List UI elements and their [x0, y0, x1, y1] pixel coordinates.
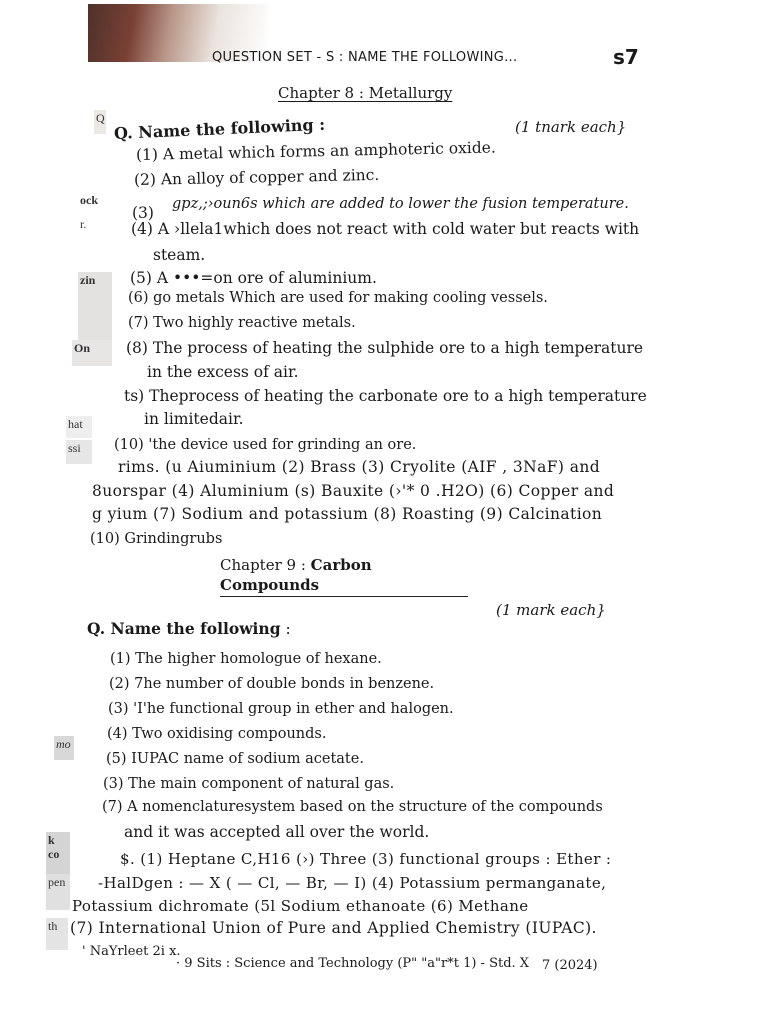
ch9-answers-line-1: $. (1) Heptane C,H16 (›) Three (3) functional groups : Ether : — [120, 850, 612, 868]
margin-scrap: pen — [46, 874, 70, 910]
margin-scrap: zin — [78, 272, 112, 342]
ch9-answers-line-2: -HalDgen : — X ( — Cl, — Br, — I) (4) Potassium permanganate, — [98, 874, 607, 892]
ch8-item-10: (10) 'the device used for grinding an ore. — [114, 437, 417, 453]
chapter-8-title: Chapter 8 : Metallurgy — [278, 84, 453, 102]
ch8-item-5: (5) A •••=on ore of aluminium. — [130, 269, 377, 287]
chapter-9-title-prefix: Chapter 9 : — [220, 556, 311, 574]
ch8-answers-line-4: (10) Grindingrubs — [90, 531, 223, 547]
margin-scrap: ssi — [66, 440, 92, 464]
ch8-answers-line-1: rims. (u Aiuminium (2) Brass (3) Cryolite (AIF , 3NaF) and — [118, 458, 601, 476]
footer-middle: · 9 Sits : Science and Technology (P" "a"r*t 1) - Std. X — [176, 956, 530, 971]
page-number: s7 — [613, 45, 639, 69]
ch8-item-8: (8) The process of heating the sulphide ore to a high temperature — [126, 339, 644, 357]
ch8-item-4: (4) A ›llela1which does not react with cold water but reacts with — [131, 220, 640, 238]
chapter-9-question-colon: : — [280, 620, 291, 638]
ch8-item-8-cont: in the excess of air. — [147, 363, 299, 381]
footer-right: 7 (2024) — [542, 958, 598, 973]
margin-scrap: k co — [46, 832, 70, 874]
chapter-9-marks: (1 mark each} — [496, 601, 606, 619]
page-header-title: QUESTION SET - S : NAME THE FOLLOWING... — [212, 50, 518, 65]
chapter-9-title-line-2: Compounds — [220, 576, 320, 594]
ch8-answers-line-3: g yium (7) Sodium and potassium (8) Roasting (9) Calcination — [92, 505, 603, 523]
margin-scrap: r. — [78, 216, 100, 234]
margin-scrap: hat — [66, 416, 92, 438]
ch8-item-6: (6) go metals Which are used for making cooling vessels. — [128, 290, 548, 306]
ch8-item-9: ts) Theprocess of heating the carbonate ore to a high temperature — [124, 387, 647, 405]
ch9-item-3: (3) 'I'he functional group in ether and halogen. — [108, 701, 454, 717]
chapter-9-title — [220, 556, 372, 574]
margin-scrap: On — [72, 340, 112, 366]
ch8-item-3-num: (3) — [132, 204, 154, 222]
ch8-item-4-cont: steam. — [153, 246, 206, 264]
margin-scrap: mo — [54, 736, 74, 760]
margin-scrap: th — [46, 918, 68, 950]
ch9-item-7-cont: and it was accepted all over the world. — [124, 823, 430, 841]
ch9-item-5: (5) IUPAC name of sodium acetate. — [106, 751, 364, 767]
chapter-8-question-heading: Q. Name the following : — [113, 114, 326, 143]
chapter-8-marks: (1 tnark each} — [515, 118, 627, 136]
ch8-item-2: (2) An alloy of copper and zinc. — [133, 165, 380, 189]
ch9-item-2: (2) 7he number of double bonds in benzene. — [109, 676, 435, 692]
ch8-answers-line-2: 8uorspar (4) Aluminium (s) Bauxite (›'* 0 .H2O) (6) Copper and — [92, 482, 615, 500]
margin-scrap: Q — [94, 110, 106, 134]
chapter-9-title-bold: Carbon — [310, 556, 372, 574]
margin-scrap: ock — [78, 192, 104, 220]
ch9-item-6: (3) The main component of natural gas. — [103, 776, 395, 792]
ch9-answers-line-4: (7) International Union of Pure and Applied Chemistry (IUPAC). — [70, 919, 597, 937]
chapter-9-question-heading — [87, 619, 291, 638]
ch8-item-7: (7) Two highly reactive metals. — [128, 315, 356, 331]
ch9-item-7: (7) A nomenclaturesystem based on the structure of the compounds — [102, 799, 603, 815]
ch9-answers-line-3: Potassium dichromate (5l Sodium ethanoate (6) Methane — [72, 897, 529, 915]
chapter-9-question-heading-text: Q. Name the following — [87, 619, 281, 638]
ch9-item-1: (1) The higher homologue of hexane. — [110, 651, 382, 667]
ch8-item-1: (1) A metal which forms an amphoteric oxide. — [135, 138, 496, 164]
footer-left: ' NaYrleet 2i x. — [82, 944, 181, 959]
ch8-item-3: gpz,;›oun6s which are added to lower the fusion temperature. — [172, 196, 629, 212]
ch9-item-4: (4) Two oxidising compounds. — [107, 726, 327, 742]
chapter-9-title-underline — [220, 596, 468, 597]
ch8-item-9-cont: in limitedair. — [144, 410, 244, 428]
